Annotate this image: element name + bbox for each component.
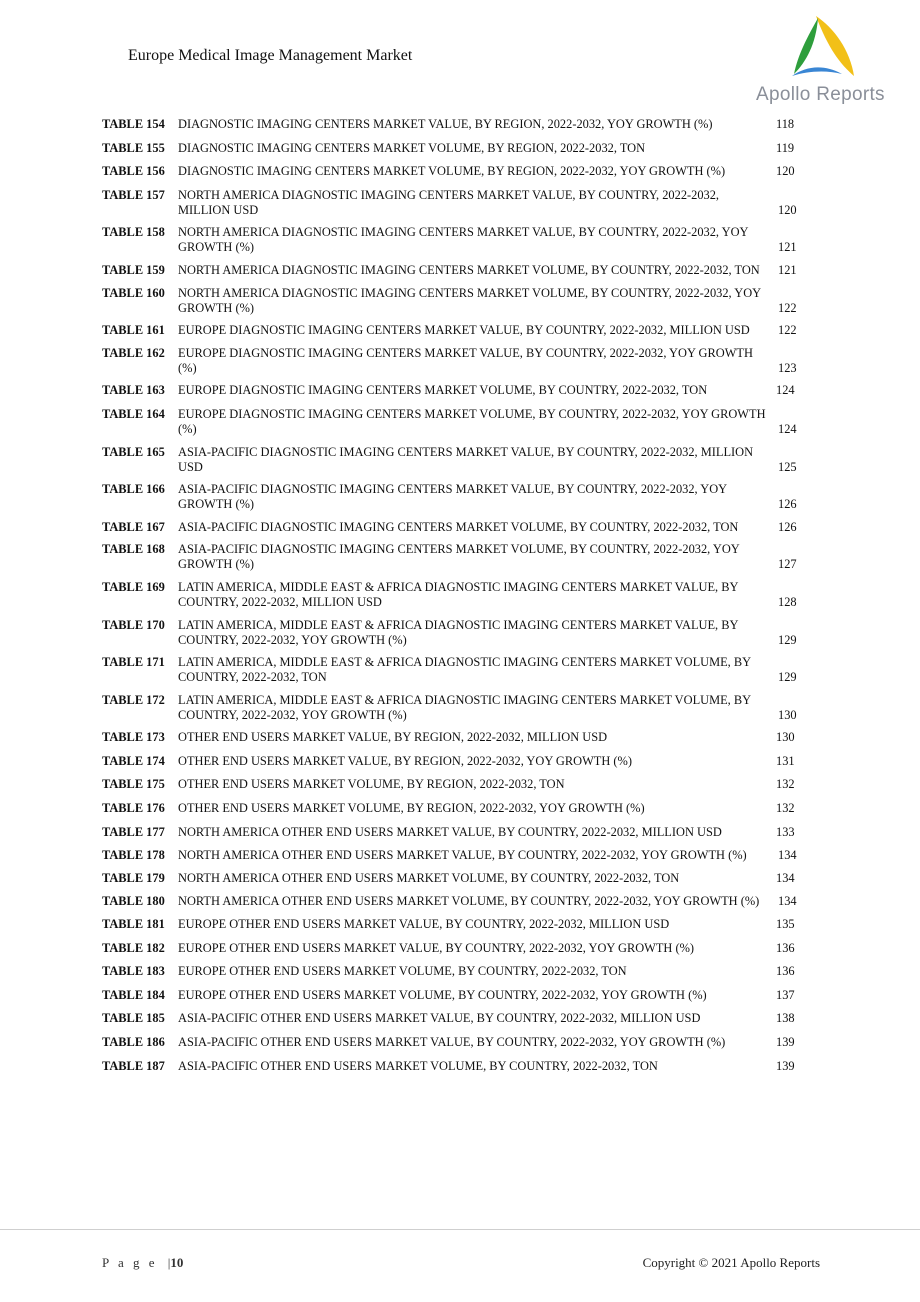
toc-table-label: TABLE 156 xyxy=(102,164,165,179)
toc-table-title: EUROPE DIAGNOSTIC IMAGING CENTERS MARKET VOLUME, BY COUNTRY, 2022-2032, YOY GROWTH (%) xyxy=(178,406,766,436)
toc-entry xyxy=(102,383,816,398)
toc-table-title: LATIN AMERICA, MIDDLE EAST & AFRICA DIAGNOSTIC IMAGING CENTERS MARKET VALUE, BY COUNTRY, 2022-2032, YOY GROWTH (%) xyxy=(178,617,739,647)
toc-table-label: TABLE 160 xyxy=(102,285,165,300)
toc-page-number: 124 xyxy=(778,421,797,436)
toc-page-number: 118 xyxy=(776,117,795,131)
toc-entry xyxy=(102,618,816,648)
toc-table-label: TABLE 158 xyxy=(102,225,165,240)
toc-page-number: 139 xyxy=(776,1058,795,1073)
toc-entry xyxy=(102,117,816,132)
toc-table-label: TABLE 179 xyxy=(102,870,165,885)
toc-table-title: EUROPE DIAGNOSTIC IMAGING CENTERS MARKET VOLUME, BY COUNTRY, 2022-2032, TON xyxy=(178,383,708,398)
toc-page-number: 125 xyxy=(778,459,797,474)
toc-table-title: ASIA-PACIFIC OTHER END USERS MARKET VALUE, BY COUNTRY, 2022-2032, MILLION USD xyxy=(178,1011,701,1026)
toc-entry xyxy=(102,225,816,255)
table-of-contents xyxy=(102,117,816,1082)
toc-table-title: LATIN AMERICA, MIDDLE EAST & AFRICA DIAGNOSTIC IMAGING CENTERS MARKET VOLUME, BY COUNTRY, 2022-2032, YOY GROWTH (%) xyxy=(178,692,751,722)
toc-table-label: TABLE 159 xyxy=(102,262,165,277)
toc-table-title: DIAGNOSTIC IMAGING CENTERS MARKET VOLUME, BY REGION, 2022-2032, YOY GROWTH (%) xyxy=(178,164,726,179)
toc-table-label: TABLE 178 xyxy=(102,848,165,863)
toc-table-label: TABLE 171 xyxy=(102,655,165,670)
toc-table-label: TABLE 184 xyxy=(102,987,165,1002)
toc-entry xyxy=(102,263,816,278)
toc-page-number: 124 xyxy=(776,383,795,398)
toc-entry xyxy=(102,1059,816,1074)
toc-entry xyxy=(102,346,816,376)
toc-entry xyxy=(102,693,816,723)
toc-table-label: TABLE 183 xyxy=(102,964,165,979)
toc-table-title: DIAGNOSTIC IMAGING CENTERS MARKET VALUE, BY REGION, 2022-2032, YOY GROWTH (%) xyxy=(178,117,713,131)
page-number: 10 xyxy=(170,1255,184,1270)
toc-table-label: TABLE 185 xyxy=(102,1011,165,1026)
toc-entry xyxy=(102,520,816,535)
toc-entry xyxy=(102,164,816,179)
toc-table-title: ASIA-PACIFIC OTHER END USERS MARKET VALUE, BY COUNTRY, 2022-2032, YOY GROWTH (%) xyxy=(178,1035,726,1049)
toc-page-number: 132 xyxy=(776,777,795,792)
toc-page-number: 122 xyxy=(778,323,797,338)
toc-table-label: TABLE 165 xyxy=(102,444,165,459)
toc-table-label: TABLE 187 xyxy=(102,1058,165,1073)
toc-page-number: 130 xyxy=(776,730,795,745)
toc-entry xyxy=(102,917,816,932)
toc-table-label: TABLE 176 xyxy=(102,801,165,816)
toc-entry xyxy=(102,964,816,979)
toc-table-title: ASIA-PACIFIC DIAGNOSTIC IMAGING CENTERS MARKET VALUE, BY COUNTRY, 2022-2032, MILLION USD xyxy=(178,444,754,474)
copyright-notice: Copyright © 2021 Apollo Reports xyxy=(642,1255,820,1270)
toc-page-number: 126 xyxy=(778,497,797,512)
toc-table-title: NORTH AMERICA DIAGNOSTIC IMAGING CENTERS MARKET VALUE, BY COUNTRY, 2022-2032, MILLION USD xyxy=(178,187,720,217)
toc-table-title: NORTH AMERICA OTHER END USERS MARKET VOLUME, BY COUNTRY, 2022-2032, TON xyxy=(178,870,680,885)
toc-page-number: 129 xyxy=(778,670,797,685)
toc-table-label: TABLE 173 xyxy=(102,730,165,745)
toc-page-number: 126 xyxy=(778,519,797,534)
toc-table-title: OTHER END USERS MARKET VOLUME, BY REGION, 2022-2032, YOY GROWTH (%) xyxy=(178,801,645,816)
toc-entry xyxy=(102,801,816,816)
toc-table-label: TABLE 177 xyxy=(102,824,165,839)
toc-table-title: EUROPE OTHER END USERS MARKET VALUE, BY COUNTRY, 2022-2032, MILLION USD xyxy=(178,917,670,932)
toc-table-title: NORTH AMERICA DIAGNOSTIC IMAGING CENTERS MARKET VOLUME, BY COUNTRY, 2022-2032, YOY GROWTH (%) xyxy=(178,285,761,315)
toc-table-title: OTHER END USERS MARKET VALUE, BY REGION, 2022-2032, YOY GROWTH (%) xyxy=(178,753,632,768)
toc-entry xyxy=(102,848,816,863)
toc-page-number: 122 xyxy=(778,300,797,315)
toc-table-title: EUROPE OTHER END USERS MARKET VALUE, BY COUNTRY, 2022-2032, YOY GROWTH (%) xyxy=(178,940,695,955)
logo-blue-leaf xyxy=(792,67,842,76)
toc-table-title: OTHER END USERS MARKET VALUE, BY REGION, 2022-2032, MILLION USD xyxy=(178,730,608,745)
toc-entry xyxy=(102,730,816,745)
toc-page-number: 136 xyxy=(776,964,795,979)
toc-page-number: 134 xyxy=(776,870,795,885)
toc-page-number: 120 xyxy=(778,202,797,217)
page-separator: | xyxy=(167,1255,171,1270)
apollo-reports-logo xyxy=(752,14,894,110)
toc-table-label: TABLE 162 xyxy=(102,345,165,360)
toc-table-label: TABLE 172 xyxy=(102,692,165,707)
logo-text: Apollo Reports xyxy=(756,84,885,105)
apollo-leaf-icon xyxy=(788,14,858,80)
toc-entry xyxy=(102,894,816,909)
toc-table-title: EUROPE DIAGNOSTIC IMAGING CENTERS MARKET VALUE, BY COUNTRY, 2022-2032, YOY GROWTH (%) xyxy=(178,345,753,375)
toc-page-number: 135 xyxy=(776,917,795,932)
toc-entry xyxy=(102,754,816,769)
toc-entry xyxy=(102,323,816,338)
toc-table-label: TABLE 168 xyxy=(102,542,165,557)
toc-table-title: NORTH AMERICA OTHER END USERS MARKET VOLUME, BY COUNTRY, 2022-2032, YOY GROWTH (%) xyxy=(178,894,760,909)
toc-table-label: TABLE 170 xyxy=(102,617,165,632)
toc-table-title: NORTH AMERICA OTHER END USERS MARKET VALUE, BY COUNTRY, 2022-2032, YOY GROWTH (%) xyxy=(178,848,747,863)
toc-table-label: TABLE 155 xyxy=(102,140,165,155)
toc-page-number: 136 xyxy=(776,940,795,955)
page-label: P a g e xyxy=(102,1255,158,1270)
toc-entry xyxy=(102,655,816,685)
toc-table-label: TABLE 182 xyxy=(102,940,165,955)
toc-table-label: TABLE 174 xyxy=(102,753,165,768)
toc-table-title: OTHER END USERS MARKET VOLUME, BY REGION, 2022-2032, TON xyxy=(178,777,565,792)
toc-page-number: 121 xyxy=(778,262,797,277)
toc-table-title: NORTH AMERICA OTHER END USERS MARKET VALUE, BY COUNTRY, 2022-2032, MILLION USD xyxy=(178,824,722,839)
toc-table-title: LATIN AMERICA, MIDDLE EAST & AFRICA DIAGNOSTIC IMAGING CENTERS MARKET VALUE, BY COUNTRY, 2022-2032, MILLION USD xyxy=(178,579,739,609)
toc-table-title: ASIA-PACIFIC OTHER END USERS MARKET VOLUME, BY COUNTRY, 2022-2032, TON xyxy=(178,1058,658,1073)
toc-entry xyxy=(102,1011,816,1026)
toc-table-title: ASIA-PACIFIC DIAGNOSTIC IMAGING CENTERS MARKET VOLUME, BY COUNTRY, 2022-2032, TON xyxy=(178,519,739,534)
toc-table-label: TABLE 161 xyxy=(102,323,165,338)
toc-page-number: 123 xyxy=(778,360,797,375)
toc-table-label: TABLE 169 xyxy=(102,579,165,594)
toc-table-title: LATIN AMERICA, MIDDLE EAST & AFRICA DIAGNOSTIC IMAGING CENTERS MARKET VOLUME, BY COUNTRY, 2022-2032, TON xyxy=(178,655,751,685)
document-title: Europe Medical Image Management Market xyxy=(128,47,413,64)
toc-table-title: DIAGNOSTIC IMAGING CENTERS MARKET VOLUME, BY REGION, 2022-2032, TON xyxy=(178,140,646,155)
toc-table-label: TABLE 181 xyxy=(102,917,165,932)
toc-table-label: TABLE 167 xyxy=(102,519,165,534)
logo-yellow-leaf xyxy=(816,16,854,76)
toc-page-number: 127 xyxy=(778,557,797,572)
toc-page-number: 133 xyxy=(776,824,795,839)
toc-entry xyxy=(102,1035,816,1050)
toc-entry xyxy=(102,777,816,792)
toc-page-number: 129 xyxy=(778,632,797,647)
toc-page-number: 132 xyxy=(776,801,795,816)
toc-entry xyxy=(102,988,816,1003)
toc-page-number: 131 xyxy=(776,753,795,768)
toc-entry xyxy=(102,482,816,512)
footer-divider xyxy=(0,1229,920,1230)
toc-table-label: TABLE 186 xyxy=(102,1035,165,1049)
toc-table-label: TABLE 154 xyxy=(102,117,165,131)
toc-entry xyxy=(102,188,816,218)
toc-table-label: TABLE 166 xyxy=(102,482,165,497)
toc-page-number: 139 xyxy=(776,1035,795,1049)
page-indicator xyxy=(102,1255,183,1271)
toc-page-number: 137 xyxy=(776,987,795,1002)
toc-table-label: TABLE 180 xyxy=(102,894,165,909)
toc-entry xyxy=(102,871,816,886)
toc-table-label: TABLE 164 xyxy=(102,406,165,421)
toc-entry xyxy=(102,286,816,316)
toc-table-title: NORTH AMERICA DIAGNOSTIC IMAGING CENTERS MARKET VOLUME, BY COUNTRY, 2022-2032, TON xyxy=(178,262,760,277)
toc-table-label: TABLE 175 xyxy=(102,777,165,792)
toc-entry xyxy=(102,407,816,437)
toc-table-label: TABLE 163 xyxy=(102,383,165,398)
toc-table-title: EUROPE OTHER END USERS MARKET VOLUME, BY COUNTRY, 2022-2032, YOY GROWTH (%) xyxy=(178,987,707,1002)
toc-table-label: TABLE 157 xyxy=(102,187,165,202)
toc-table-title: ASIA-PACIFIC DIAGNOSTIC IMAGING CENTERS MARKET VOLUME, BY COUNTRY, 2022-2032, YOY GROWTH (%) xyxy=(178,542,740,572)
toc-table-title: EUROPE OTHER END USERS MARKET VOLUME, BY COUNTRY, 2022-2032, TON xyxy=(178,964,627,979)
toc-page-number: 134 xyxy=(778,848,797,863)
toc-page-number: 134 xyxy=(778,894,797,909)
toc-entry xyxy=(102,542,816,572)
toc-page-number: 128 xyxy=(778,594,797,609)
toc-page-number: 130 xyxy=(778,707,797,722)
toc-table-title: ASIA-PACIFIC DIAGNOSTIC IMAGING CENTERS MARKET VALUE, BY COUNTRY, 2022-2032, YOY GROWTH (%) xyxy=(178,482,727,512)
toc-table-title: NORTH AMERICA DIAGNOSTIC IMAGING CENTERS MARKET VALUE, BY COUNTRY, 2022-2032, YOY GROWTH (%) xyxy=(178,225,749,255)
toc-table-title: EUROPE DIAGNOSTIC IMAGING CENTERS MARKET VALUE, BY COUNTRY, 2022-2032, MILLION USD xyxy=(178,323,750,338)
logo-green-leaf xyxy=(794,18,818,74)
toc-entry xyxy=(102,445,816,475)
toc-entry xyxy=(102,825,816,840)
toc-page-number: 119 xyxy=(776,140,795,155)
toc-page-number: 121 xyxy=(778,240,797,255)
toc-entry xyxy=(102,580,816,610)
toc-page-number: 120 xyxy=(776,164,795,179)
toc-page-number: 138 xyxy=(776,1011,795,1026)
toc-entry xyxy=(102,941,816,956)
toc-entry xyxy=(102,141,816,156)
